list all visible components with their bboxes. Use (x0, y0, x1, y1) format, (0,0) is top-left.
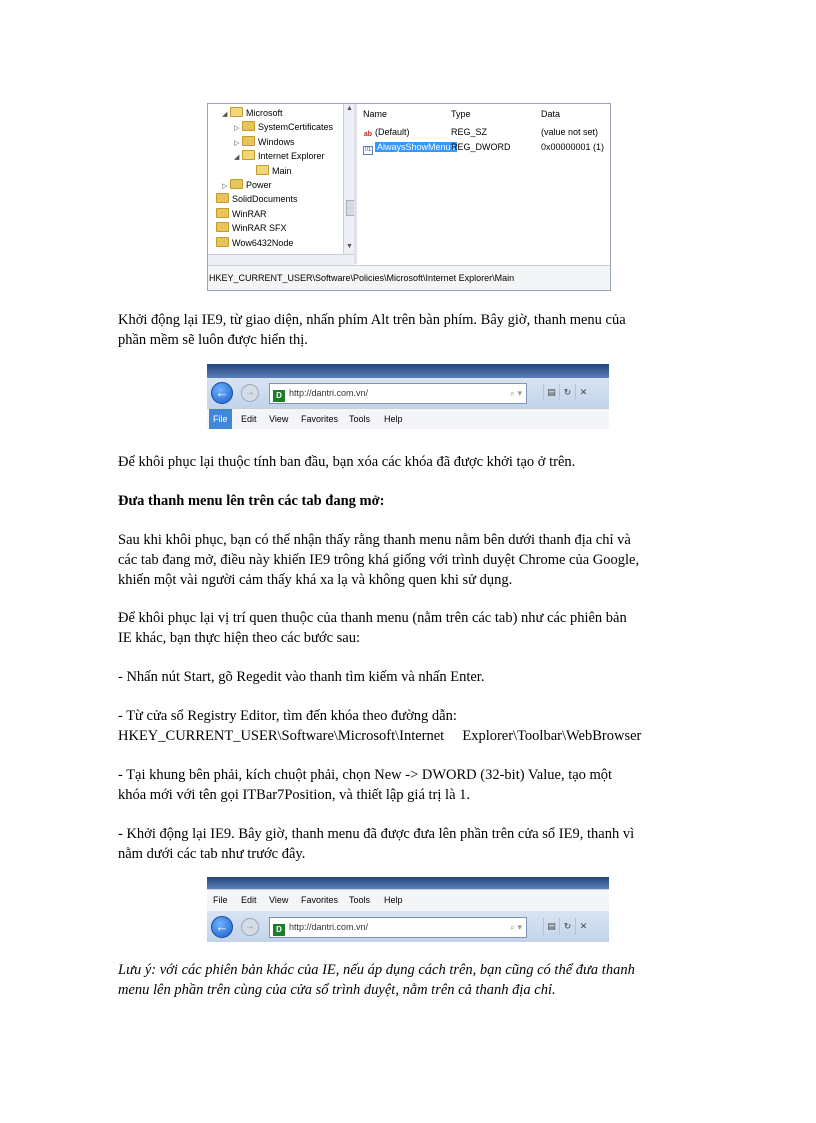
stop-icon[interactable]: ✕ (575, 384, 591, 401)
binary-value-icon: 01 (364, 147, 372, 153)
note-paragraph: Lưu ý: với các phiên bản khác của IE, nếu áp dụng cách trên, bạn cũng có thể đưa thanh menu lên phần trên cùng của cửa sổ trình duyệt, nằm trên cả thanh địa chỉ. (118, 962, 635, 998)
menu-view[interactable]: View (269, 895, 289, 905)
step-3: - Tại khung bên phải, kích chuột phải, chọn New -> DWORD (32-bit) Value, tạo một khóa mới với tên gọi ITBar7Position, và thiết lập giá trị là 1. (118, 767, 613, 803)
folder-icon (216, 222, 229, 232)
registry-values-pane (357, 104, 610, 264)
tree-node-label: Wow6432Node (232, 237, 294, 248)
back-arrow-icon[interactable]: ← (211, 382, 233, 404)
menu-bar (207, 889, 609, 911)
value-data: (value not set) (541, 127, 599, 137)
tree-node[interactable] (234, 120, 333, 134)
menu-file[interactable]: File (213, 895, 228, 905)
menu-file[interactable]: File (209, 409, 232, 429)
value-type: REG_SZ (451, 127, 488, 137)
value-name: AlwaysShowMenus (377, 142, 456, 152)
paragraph-restart: Khởi động lại IE9, từ giao diện, nhấn phím Alt trên bàn phím. Bây giờ, thanh menu của phần mềm sẽ luôn được hiển thị. (118, 312, 626, 348)
address-url: http://dantri.com.vn/ (289, 922, 369, 932)
back-arrow-icon[interactable]: ← (211, 916, 233, 938)
expand-arrow-icon[interactable]: ▷ (222, 183, 228, 190)
expand-arrow-icon[interactable]: ▷ (234, 139, 240, 147)
stop-icon[interactable]: ✕ (575, 918, 591, 935)
compatibility-view-icon[interactable]: ▤ (543, 918, 559, 935)
folder-icon (216, 237, 229, 247)
registry-key-tree (208, 104, 343, 254)
registry-status-bar: HKEY_CURRENT_USER\Software\Policies\Microsoft\Internet Explorer\Main (208, 265, 611, 290)
folder-icon (216, 208, 229, 218)
menu-help[interactable]: Help (384, 414, 403, 424)
tree-node-label: Power (246, 180, 272, 190)
menu-favorites[interactable]: Favorites (301, 414, 339, 424)
tree-node-label: Windows (258, 136, 295, 147)
step-4: - Khởi động lại IE9. Bây giờ, thanh menu đã được đưa lên phần trên cửa sổ IE9, thanh vì nằm dưới các tab như trước đây. (118, 826, 635, 862)
menu-edit[interactable]: Edit (241, 414, 257, 424)
scroll-down-icon[interactable]: ▼ (346, 243, 353, 250)
folder-icon (242, 136, 255, 146)
tree-node[interactable] (234, 135, 295, 149)
forward-arrow-icon[interactable]: → (241, 918, 259, 936)
folder-icon (216, 193, 229, 203)
site-favicon-icon: D (273, 390, 285, 402)
tree-node-label: Microsoft (246, 108, 283, 118)
section-heading: Đưa thanh menu lên trên các tab đang mở: (118, 493, 385, 509)
address-bar[interactable] (269, 917, 527, 938)
forward-arrow-icon[interactable]: → (241, 384, 259, 402)
folder-icon (230, 179, 243, 189)
site-favicon-icon: D (273, 924, 285, 936)
folder-icon (256, 165, 269, 175)
value-row[interactable] (363, 126, 410, 138)
collapse-arrow-icon[interactable]: ◢ (222, 111, 228, 118)
menu-help[interactable]: Help (384, 895, 403, 905)
tree-node[interactable] (222, 106, 283, 120)
value-data: 0x00000001 (1) (541, 142, 605, 152)
folder-icon (242, 121, 255, 131)
tree-node-label: Main (272, 165, 292, 176)
value-type: REG_DWORD (451, 142, 511, 152)
ie9-menu-below-screenshot (207, 364, 609, 430)
tree-node[interactable] (234, 149, 325, 163)
folder-icon (242, 150, 255, 160)
search-dropdown-icon[interactable]: ⌕ ▾ (509, 388, 522, 398)
tree-node[interactable] (248, 164, 292, 178)
tree-node[interactable] (208, 236, 293, 250)
menu-bar (207, 408, 609, 429)
tree-node[interactable] (208, 207, 267, 221)
string-value-icon: ab (363, 131, 373, 138)
menu-view[interactable]: View (269, 414, 289, 424)
search-dropdown-icon[interactable]: ⌕ ▾ (509, 922, 522, 932)
refresh-icon[interactable]: ↻ (559, 918, 575, 935)
menu-tools[interactable]: Tools (349, 414, 371, 424)
value-name: (Default) (375, 127, 410, 137)
ie9-menu-above-screenshot (207, 877, 609, 942)
paragraph-chrome-like: Sau khi khôi phục, bạn có thể nhận thấy rằng thanh menu nằm bên dưới thanh địa chỉ và các tab đang mở, điều này khiến IE9 trông khá giống với trình duyệt Chrome của Google, khiến một vài người cảm thấy khá xa lạ và không quen khi sử dụng. (118, 532, 640, 588)
scroll-up-icon[interactable]: ▲ (346, 105, 353, 112)
refresh-icon[interactable]: ↻ (559, 384, 575, 401)
step-2: - Từ cửa sổ Registry Editor, tìm đến khóa theo đường dẫn: HKEY_CURRENT_USER\Software\Microsoft\Internet Explorer\Toolbar\WebBrowser (118, 708, 642, 744)
address-bar[interactable] (269, 383, 527, 404)
tree-horizontal-scrollbar[interactable] (208, 254, 354, 265)
tree-node-label: SolidDocuments (232, 194, 298, 205)
value-row-selected[interactable] (363, 141, 457, 153)
tree-node-label: Internet Explorer (258, 151, 325, 162)
column-header-data[interactable]: Data (541, 109, 561, 119)
paragraph-steps-intro: Để khôi phục lại vị trí quen thuộc của thanh menu (nằm trên các tab) như các phiên bản IE khác, bạn thực hiện theo các bước sau: (118, 610, 627, 646)
title-bar (207, 877, 609, 889)
expand-arrow-icon[interactable]: ▷ (234, 125, 240, 133)
step-1: - Nhấn nút Start, gõ Regedit vào thanh tìm kiếm và nhấn Enter. (118, 669, 485, 685)
tree-node-label: WinRAR (232, 208, 267, 219)
folder-icon (230, 107, 243, 117)
address-row (207, 911, 609, 942)
column-header-type[interactable]: Type (451, 109, 471, 119)
collapse-arrow-icon[interactable]: ◢ (234, 154, 240, 162)
paragraph-restore: Để khôi phục lại thuộc tính ban đầu, bạn xóa các khóa đã được khởi tạo ở trên. (118, 454, 576, 470)
tree-node-label: SystemCertificates (258, 122, 334, 133)
tree-node-label: WinRAR SFX (232, 223, 287, 234)
address-url: http://dantri.com.vn/ (289, 388, 369, 398)
menu-tools[interactable]: Tools (349, 895, 371, 905)
address-row (207, 378, 609, 408)
column-header-name[interactable]: Name (363, 109, 388, 119)
compatibility-view-icon[interactable]: ▤ (543, 384, 559, 401)
menu-favorites[interactable]: Favorites (301, 895, 339, 905)
title-bar (207, 364, 609, 378)
registry-editor-screenshot (207, 103, 611, 291)
tree-node[interactable] (208, 221, 287, 235)
tree-node[interactable] (208, 192, 298, 206)
tree-node[interactable] (222, 178, 272, 192)
menu-edit[interactable]: Edit (241, 895, 257, 905)
